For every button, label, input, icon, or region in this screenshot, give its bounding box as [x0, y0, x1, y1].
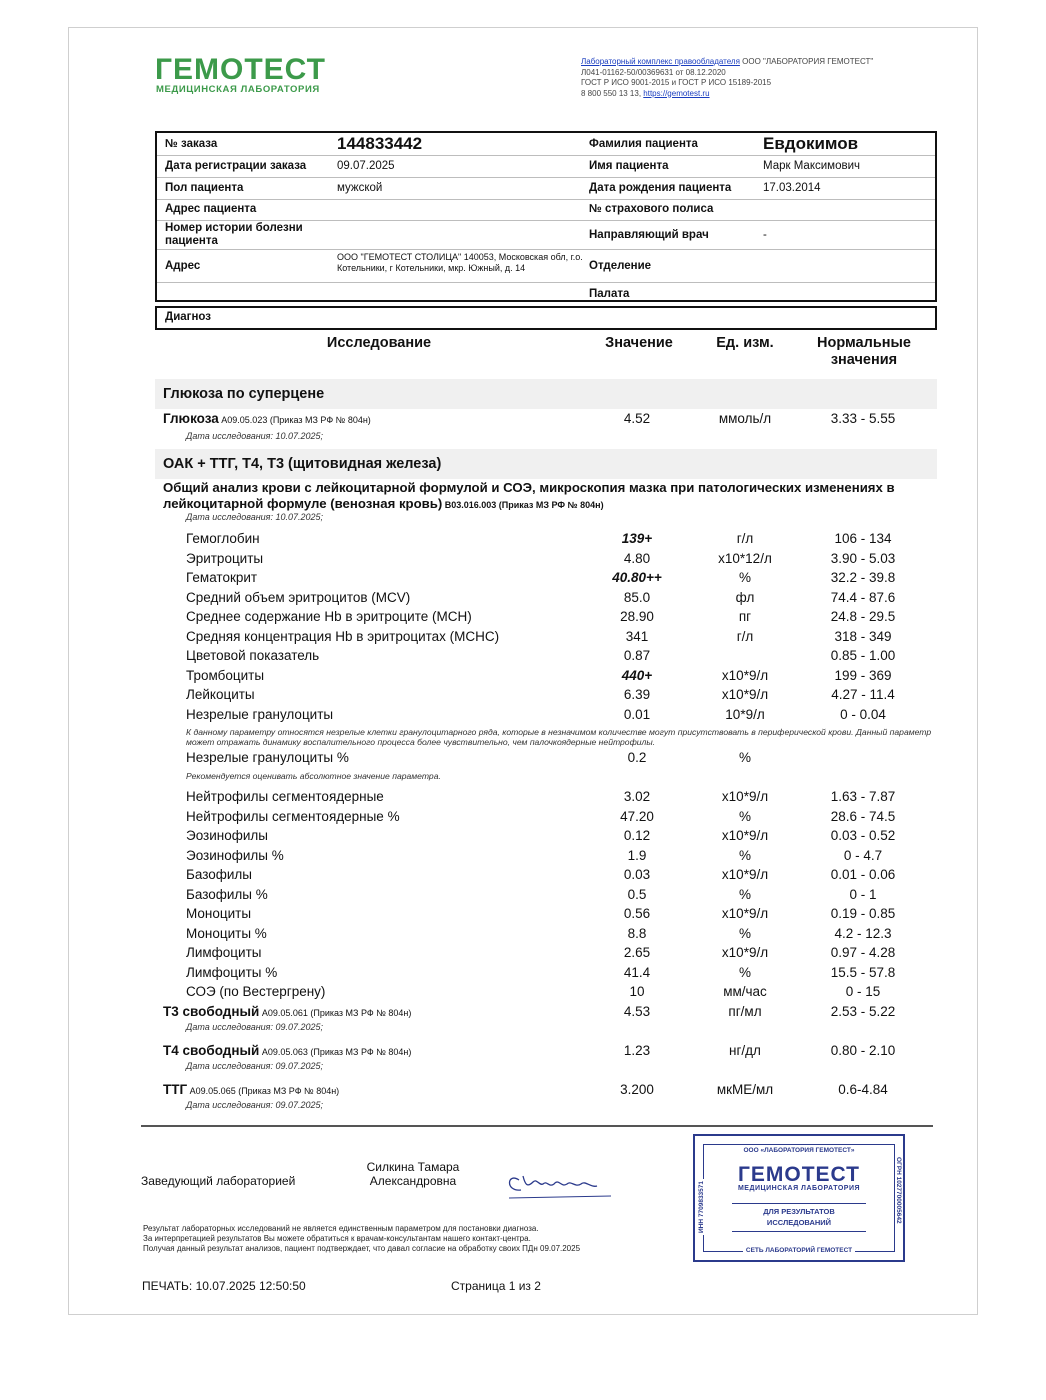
thyroid-code: A09.05.063 (Приказ МЗ РФ № 804н): [259, 1047, 412, 1057]
result-unit: г/л: [736, 628, 754, 644]
order-label: № заказа: [165, 138, 218, 150]
surname-label: Фамилия пациента: [589, 138, 698, 150]
thyroid-value: 4.53: [623, 1004, 651, 1019]
result-value: 0.03: [623, 867, 651, 882]
thyroid-norm: 0.80 - 2.10: [830, 1043, 896, 1058]
glucose-value: 4.52: [623, 411, 651, 426]
thyroid-name: Т3 свободный: [163, 1004, 260, 1019]
page-number: Страница 1 из 2: [451, 1279, 541, 1293]
disclaimer-3: Получая данный результат анализов, пациент подтверждает, что давал согласие на обработку своих ПДн 09.07.2025: [143, 1244, 581, 1253]
col-unit: Ед. изм.: [716, 335, 774, 351]
result-norm: 32.2 - 39.8: [830, 570, 896, 585]
site-link[interactable]: https://gemotest.ru: [643, 88, 710, 98]
lab-logo-subtitle: МЕДИЦИНСКАЯ ЛАБОРАТОРИЯ: [156, 84, 320, 95]
result-value: 10: [629, 984, 645, 999]
col-value: Значение: [605, 335, 673, 351]
lab-address-label: Адрес: [165, 260, 201, 272]
result-unit: x10*9/л: [721, 667, 769, 683]
result-unit: %: [738, 925, 751, 941]
result-norm: 0.01 - 0.06: [830, 867, 896, 882]
oak-title-2: лейкоцитарной формуле (венозная кровь): [163, 496, 443, 511]
result-value: 6.39: [623, 687, 651, 702]
result-name: Лимфоциты: [186, 945, 262, 960]
result-unit: мм/час: [723, 984, 767, 999]
thyroid-code: A09.05.065 (Приказ МЗ РФ № 804н): [187, 1086, 340, 1096]
result-value: 2.65: [623, 945, 651, 960]
result-unit: x10*9/л: [721, 945, 769, 960]
result-name: Нейтрофилы сегментоядерные: [186, 789, 384, 804]
result-unit: %: [738, 847, 751, 863]
dob: 17.03.2014: [763, 182, 821, 194]
result-value: 47.20: [620, 808, 654, 824]
oak-code: B03.016.003 (Приказ МЗ РФ № 804н): [442, 500, 604, 510]
result-name: Среднее содержание Hb в эритроците (MCH): [186, 609, 472, 624]
thyroid-unit: пг/мл: [728, 1004, 762, 1019]
result-value: 0.87: [623, 648, 651, 663]
thyroid-norm: 2.53 - 5.22: [830, 1004, 896, 1019]
license-owner: ООО "ЛАБОРАТОРИЯ ГЕМОТЕСТ": [739, 57, 874, 66]
glucose-unit: ммоль/л: [718, 411, 772, 426]
result-value: 0.56: [623, 906, 651, 921]
signature: [499, 1162, 619, 1202]
stamp-title: ГЕМОТЕСТ: [737, 1163, 861, 1186]
result-value: 0.12: [623, 828, 651, 843]
dob-label: Дата рождения пациента: [589, 182, 732, 194]
head-name-2: Александровна: [369, 1174, 457, 1188]
result-norm: 0 - 0.04: [840, 706, 886, 722]
stamp-top: ООО «ЛАБОРАТОРИЯ ГЕМОТЕСТ»: [741, 1147, 858, 1154]
head-label: Заведующий лабораторией: [141, 1174, 296, 1188]
disclaimer-2: За интерпретацией результатов Вы можете обратиться к врачам-консультантам нашего контакт-центра.: [143, 1234, 531, 1243]
result-value: 139+: [621, 531, 653, 546]
result-norm: 3.90 - 5.03: [830, 550, 896, 566]
result-name: Средний объем эритроцитов (MCV): [186, 589, 411, 605]
stamp-inn: ИНН 7709833571: [698, 1180, 705, 1233]
diagnosis-row: [155, 306, 937, 330]
result-unit: x10*9/л: [721, 789, 769, 804]
result-value: 0.01: [623, 706, 651, 722]
result-name: Гематокрит: [186, 570, 258, 585]
phone: 8 800 550 13 13,: [581, 88, 644, 98]
license-number: Л041-01162-50/00369631 от 08.12.2020: [581, 67, 726, 77]
thyroid-date: Дата исследования: 09.07.2025;: [186, 1100, 324, 1110]
stamp-line-1: ДЛЯ РЕЗУЛЬТАТОВ: [763, 1207, 835, 1216]
ward-label: Палата: [589, 288, 630, 300]
result-norm: 4.27 - 11.4: [831, 687, 895, 702]
result-value: 1.9: [627, 847, 647, 863]
thyroid-row: [163, 1004, 411, 1019]
immature-pct-unit: %: [738, 750, 751, 765]
result-name: СОЭ (по Вестергрену): [186, 984, 326, 999]
result-unit: пг: [738, 609, 752, 624]
patient-info-table: [155, 131, 937, 302]
result-norm: 0.85 - 1.00: [830, 648, 896, 663]
result-norm: 74.4 - 87.6: [830, 589, 896, 605]
result-norm: 0 - 1: [849, 886, 877, 902]
section-glucose: Глюкоза по суперцене: [155, 379, 937, 409]
result-unit: фл: [735, 589, 755, 605]
glucose-row: [163, 411, 371, 426]
report-page: [68, 27, 978, 1315]
col-study: Исследование: [326, 335, 432, 351]
address-label: Адрес пациента: [165, 203, 257, 215]
policy-label: № страхового полиса: [589, 203, 714, 215]
doctor: -: [763, 229, 767, 241]
result-name: Лейкоциты: [186, 687, 255, 702]
result-name: Незрелые гранулоциты: [186, 706, 334, 722]
lab-logo: ГЕМОТЕСТ: [155, 53, 326, 86]
result-name: Эритроциты: [186, 550, 264, 566]
result-value: 40.80++: [612, 570, 662, 585]
thyroid-row: [163, 1082, 339, 1097]
result-norm: 4.2 - 12.3: [834, 925, 892, 941]
note-abs: Рекомендуется оценивать абсолютное значение параметра.: [186, 771, 441, 781]
glucose-code: A09.05.023 (Приказ МЗ РФ № 804н): [218, 415, 371, 425]
sex: мужской: [337, 182, 383, 194]
result-unit: 10*9/л: [725, 706, 765, 722]
result-norm: 106 - 134: [834, 531, 892, 546]
print-time: ПЕЧАТЬ: 10.07.2025 12:50:50: [142, 1279, 306, 1293]
thyroid-name: ТТГ: [163, 1082, 188, 1097]
dept-label: Отделение: [589, 260, 652, 272]
sex-label: Пол пациента: [165, 182, 244, 194]
result-name: Базофилы: [186, 867, 252, 882]
thyroid-unit: мкМЕ/мл: [716, 1082, 774, 1097]
result-value: 341: [625, 628, 649, 644]
result-unit: x10*9/л: [721, 906, 769, 921]
result-norm: 28.6 - 74.5: [830, 808, 896, 824]
result-norm: 1.63 - 7.87: [830, 789, 896, 804]
result-norm: 0.03 - 0.52: [830, 828, 896, 843]
glucose-norm: 3.33 - 5.55: [830, 411, 896, 426]
result-norm: 0.97 - 4.28: [830, 945, 896, 960]
result-unit: %: [738, 808, 751, 824]
result-name: Эозинофилы: [186, 828, 268, 843]
result-value: 0.5: [627, 886, 647, 902]
glucose-name: Глюкоза: [163, 411, 219, 426]
section-oak: ОАК + ТТГ, Т4, Т3 (щитовидная железа): [155, 449, 937, 479]
stamp-line-2: ИССЛЕДОВАНИЙ: [766, 1218, 832, 1227]
result-name: Тромбоциты: [186, 667, 265, 683]
note-immature: К данному параметру относятся незрелые клетки гранулоцитарного ряда, которые в незначимом количестве могут присутствовать в периферической крови. Данный параметр может отражать динамику воспалительного процесса более чувствительно, чем палочкоядерные нейтрофилы.: [186, 727, 932, 747]
result-norm: 318 - 349: [834, 628, 892, 644]
result-value: 28.90: [620, 609, 654, 624]
head-name-1: Силкина Тамара: [366, 1160, 460, 1174]
result-name: Базофилы %: [186, 886, 268, 902]
immature-pct-name: Незрелые гранулоциты %: [186, 750, 349, 765]
license-link[interactable]: Лабораторный комплекс правообладателя: [581, 57, 740, 66]
result-name: Эозинофилы %: [186, 847, 284, 863]
stamp-bottom: СЕТЬ ЛАБОРАТОРИЙ ГЕМОТЕСТ: [743, 1247, 855, 1254]
lab-address: ООО "ГЕМОТЕСТ СТОЛИЦА" 140053, Московская обл, г.о. Котельники, г Котельники, мкр. Южный, д. 14: [337, 252, 583, 273]
oak-title-1: Общий анализ крови с лейкоцитарной формулой и СОЭ, микроскопия мазка при патологических изменениях в: [163, 480, 895, 495]
result-value: 85.0: [623, 589, 651, 605]
lab-stamp: [693, 1134, 905, 1262]
result-name: Моноциты: [186, 906, 252, 921]
disclaimer-1: Результат лабораторных исследований не является единственным параметром для постановки диагноза.: [143, 1224, 539, 1233]
result-norm: 0.19 - 0.85: [830, 906, 896, 921]
thyroid-value: 3.200: [620, 1082, 654, 1097]
oak-title-2-wrap: [163, 496, 604, 511]
result-name: Нейтрофилы сегментоядерные %: [186, 808, 400, 824]
result-unit: %: [738, 570, 751, 585]
divider: [141, 1125, 933, 1127]
result-unit: x10*9/л: [721, 828, 769, 843]
glucose-date: Дата исследования: 10.07.2025;: [186, 431, 324, 441]
thyroid-norm: 0.6-4.84: [838, 1082, 888, 1097]
result-norm: 0 - 15: [845, 984, 881, 999]
thyroid-value: 1.23: [623, 1043, 651, 1058]
surname: Евдокимов: [763, 134, 859, 153]
result-value: 3.02: [623, 789, 651, 804]
reg-date-label: Дата регистрации заказа: [165, 160, 307, 172]
standards: ГОСТ Р ИСО 9001-2015 и ГОСТ Р ИСО 15189-2015: [581, 78, 772, 87]
doctor-label: Направляющий врач: [589, 229, 709, 241]
stamp-subtitle: МЕДИЦИНСКАЯ ЛАБОРАТОРИЯ: [737, 1185, 861, 1192]
result-value: 41.4: [623, 964, 651, 980]
result-norm: 199 - 369: [834, 667, 892, 683]
result-unit: x10*12/л: [718, 550, 772, 566]
name-label: Имя пациента: [589, 160, 669, 172]
result-unit: x10*9/л: [721, 687, 769, 702]
stamp-ogrn: ОГРН 1027700005642: [895, 1157, 902, 1224]
result-unit: %: [738, 964, 751, 980]
result-name: Цветовой показатель: [186, 648, 320, 663]
result-norm: 24.8 - 29.5: [830, 609, 896, 624]
result-norm: 0 - 4.7: [843, 847, 883, 863]
result-norm: 15.5 - 57.8: [830, 964, 896, 980]
thyroid-row: [163, 1043, 411, 1058]
thyroid-date: Дата исследования: 09.07.2025;: [186, 1061, 324, 1071]
result-name: Гемоглобин: [186, 531, 260, 546]
order-number: 144833442: [337, 134, 423, 153]
result-value: 440+: [621, 667, 653, 683]
result-name: Средняя концентрация Hb в эритроцитах (MCHC): [186, 628, 500, 644]
result-value: 8.8: [627, 925, 647, 941]
history-label: Номер истории болезни пациента: [165, 222, 303, 247]
result-unit: %: [738, 886, 751, 902]
thyroid-unit: нг/дл: [729, 1043, 761, 1058]
diagnosis-label: Диагноз: [165, 311, 211, 323]
result-unit: г/л: [736, 531, 754, 546]
result-unit: x10*9/л: [721, 867, 769, 882]
result-name: Моноциты %: [186, 925, 267, 941]
result-name: Лимфоциты %: [186, 964, 278, 980]
thyroid-date: Дата исследования: 09.07.2025;: [186, 1022, 324, 1032]
thyroid-code: A09.05.061 (Приказ МЗ РФ № 804н): [259, 1008, 412, 1018]
license-block: [581, 57, 873, 99]
thyroid-name: Т4 свободный: [163, 1043, 260, 1058]
col-norm: Нормальные значения: [817, 335, 911, 368]
patient-name: Марк Максимович: [763, 160, 860, 172]
oak-date: Дата исследования: 10.07.2025;: [186, 512, 324, 522]
reg-date: 09.07.2025: [337, 160, 395, 172]
immature-pct-value: 0.2: [627, 750, 647, 765]
result-value: 4.80: [623, 550, 651, 566]
